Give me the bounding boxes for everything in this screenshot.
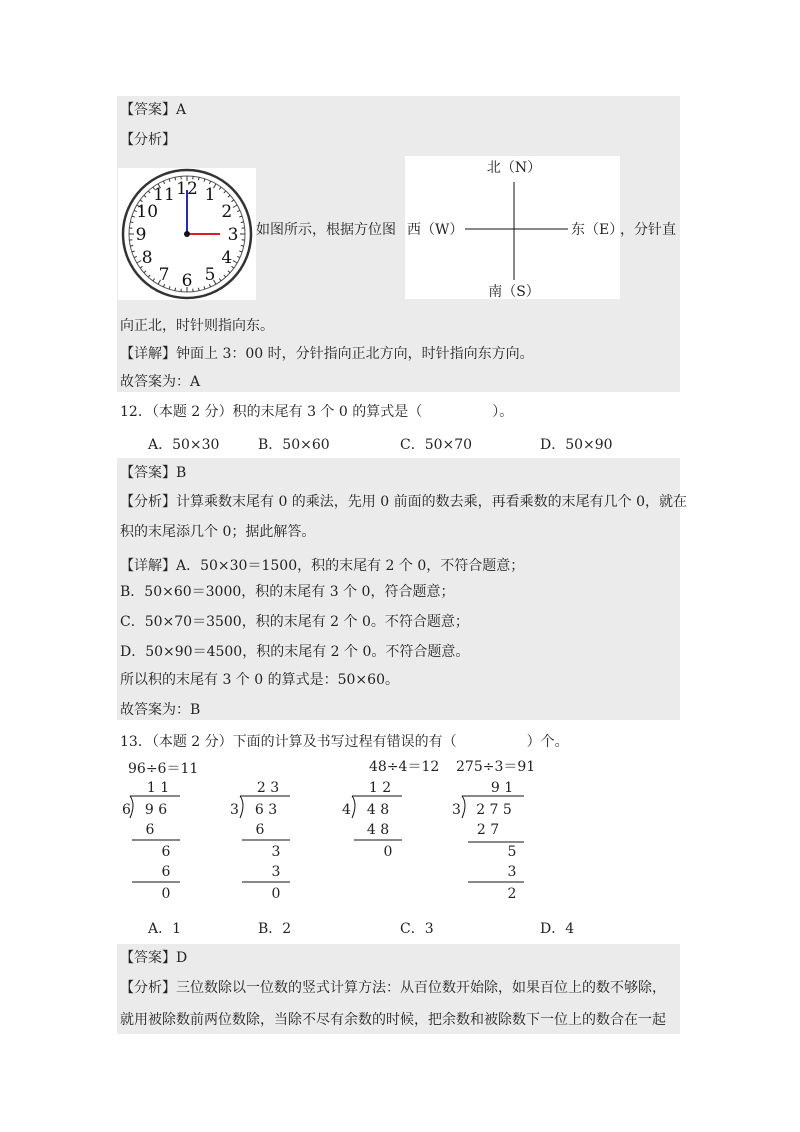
svg-text:3: 3 [271,864,281,880]
q13-eq1: 96÷6＝11 [128,761,199,777]
svg-text:3: 3 [230,802,239,818]
svg-text:6 3: 6 3 [254,802,278,818]
q12-summary: 所以积的末尾有 3 个 0 的算式是：50×60。 [120,672,399,688]
q12-analysis-1: 【分析】计算乘数末尾有 0 的乘法，先用 0 前面的数去乘，再看乘数的末尾有几个 0，就在 [120,494,687,510]
clock-number: 12 [176,179,198,199]
svg-text:2 3: 2 3 [256,780,280,796]
svg-text:2 7 5: 2 7 5 [476,802,512,818]
q12-detail-d: D．50×90＝4500，积的末尾有 2 个 0。不符合题意。 [120,644,470,660]
clock-number: 1 [204,185,216,206]
svg-text:1 2: 1 2 [368,780,392,796]
clock-number: 6 [181,271,193,291]
svg-text:4: 4 [342,802,351,818]
clock-tick [241,245,244,246]
clock-number: 2 [221,202,233,222]
svg-text:6: 6 [255,822,265,838]
q13-option-b: B．2 [258,921,292,937]
compass-west: 西（W） [407,222,464,238]
svg-text:5: 5 [507,844,517,860]
q13-eq4: 275÷3＝91 [456,759,536,775]
long-division-2 [228,776,298,901]
compass-north: 北（N） [486,160,542,176]
svg-text:3: 3 [507,864,517,880]
svg-text:2 7: 2 7 [476,822,500,838]
clock-tick [198,177,199,180]
clock-number: 9 [135,225,147,245]
clock-number: 3 [227,225,239,245]
q13-eq3: 48÷4＝12 [369,759,440,775]
clock-number: 10 [136,202,159,222]
compass-south: 南（S） [488,284,540,299]
svg-text:6: 6 [161,864,171,880]
q13-option-a: A．1 [148,921,182,937]
q12-conclusion: 故答案为：B [120,702,201,718]
q13-analysis-1: 【分析】三位数除以一位数的竖式计算方法：从百位数开始除，如果百位上的数不够除， [120,980,666,996]
q11-analysis-line2: 向正北，时针则指向东。 [120,318,274,334]
svg-text:4 8: 4 8 [366,822,390,838]
svg-text:6: 6 [145,822,155,838]
long-division-1 [118,776,188,901]
q12-detail-a: 【详解】A．50×30＝1500，积的末尾有 2 个 0，不符合题意； [120,558,525,574]
q11-analysis-tail: ，分针直 [620,222,676,238]
clock-tick [241,222,244,223]
svg-text:9 6: 9 6 [144,802,168,818]
q12-option-b: B．50×60 [258,437,330,453]
svg-text:2: 2 [507,886,517,901]
q11-detail: 【详解】钟面上 3：00 时，分针指向正北方向，时针指向东方向。 [120,346,534,362]
compass-diagram [405,156,620,299]
clock-number: 8 [141,248,153,268]
clock-tick [175,288,176,291]
q12-option-c: C．50×70 [400,437,473,453]
q12-detail-c: C．50×70＝3500，积的末尾有 2 个 0。不符合题意； [120,614,469,630]
svg-text:0: 0 [161,886,171,901]
svg-text:4 8: 4 8 [366,802,390,818]
q12-option-d: D．50×90 [540,437,613,453]
q13-option-c: C．3 [400,921,434,937]
q11-analysis-label: 【分析】 [120,132,176,148]
q11-answer: 【答案】A [120,102,187,118]
q13-option-d: D．4 [540,921,575,937]
clock-number: 4 [221,248,233,268]
svg-text:0: 0 [383,844,393,860]
svg-text:9 1: 9 1 [490,780,514,796]
q12-detail-b: B．50×60＝3000，积的末尾有 3 个 0，符合题意； [120,584,455,600]
long-division-4 [450,776,530,901]
clock-tick [198,288,199,291]
compass-east: 东（E） [571,222,620,238]
q12-analysis-2: 积的末尾添几个 0；据此解答。 [120,524,316,540]
clock-tick [130,245,133,246]
clock-number: 7 [158,264,170,285]
q12-answer: 【答案】B [120,465,187,481]
q13-analysis-2: 就用被除数前两位数除，当除不尽有余数的时候，把余数和被除数下一位上的数合在一起 [120,1012,666,1028]
svg-text:1 1: 1 1 [146,780,170,796]
q13-answer: 【答案】D [120,950,188,966]
svg-text:6: 6 [161,844,171,860]
q13-question: 13．（本题 2 分）下面的计算及书写过程有错误的有（ ）个。 [120,734,569,750]
svg-text:0: 0 [271,886,281,901]
clock-image [118,168,256,300]
clock-tick [130,222,133,223]
clock-face [118,168,256,300]
svg-text:3: 3 [452,802,461,818]
clock-number: 5 [204,264,216,285]
clock-number: 11 [153,185,175,206]
q11-analysis-inline: 如图所示，根据方位图 [256,222,396,238]
q12-question: 12．（本题 2 分）积的末尾有 3 个 0 的算式是（ ）。 [120,404,514,420]
long-division-3 [340,776,410,866]
q11-conclusion: 故答案为：A [120,374,201,390]
q12-option-a: A．50×30 [148,437,220,453]
svg-text:3: 3 [271,844,281,860]
svg-text:6: 6 [122,802,131,818]
